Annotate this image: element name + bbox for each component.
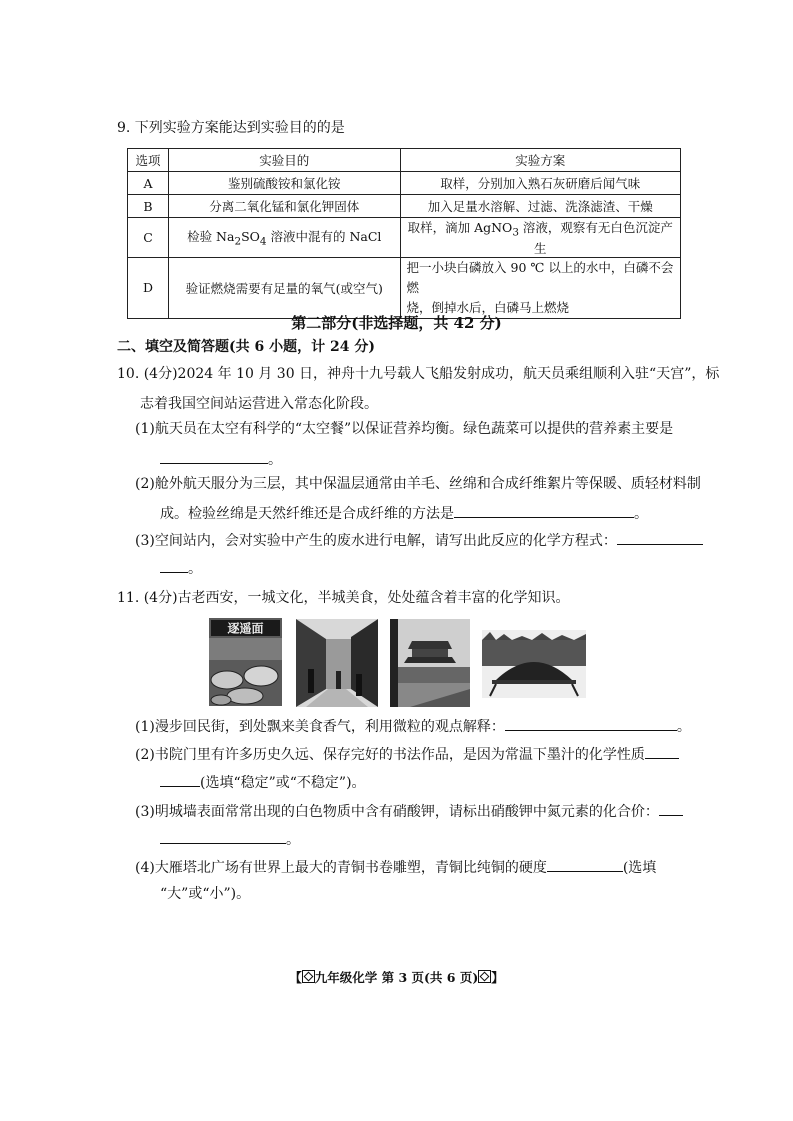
q10-part1-answer[interactable]: 。 bbox=[160, 449, 282, 470]
q11-part2-line1: (2)书院门里有许多历史久远、保存完好的书法作品，是因为常温下墨汁的化学性质 bbox=[135, 744, 679, 765]
plan-cell: 取样，分别加入熟石灰研磨后闻气味 bbox=[400, 172, 680, 195]
option-label: D bbox=[128, 257, 169, 318]
table-row bbox=[128, 218, 681, 258]
option-label: B bbox=[128, 195, 169, 218]
q10-part2-line1: (2)舱外航天服分为三层，其中保温层通常由羊毛、丝绵和合成纤维絮片等保暖、质轻材料制 bbox=[135, 476, 701, 492]
part2-title: 第二部分(非选择题，共 42 分) bbox=[291, 314, 502, 332]
answer-blank[interactable] bbox=[160, 772, 200, 787]
answer-blank[interactable] bbox=[160, 449, 268, 464]
q9-table bbox=[127, 148, 681, 319]
table-header-plan: 实验方案 bbox=[400, 149, 680, 172]
page-footer: 【 九年级化学 第 3 页(共 6 页) 】 bbox=[289, 970, 504, 985]
table-row bbox=[128, 257, 681, 318]
shop-sign: 逐遥面 bbox=[227, 621, 264, 636]
q10-part2-line2: 成。检验丝绵是天然纤维还是合成纤维的方法是 。 bbox=[160, 503, 648, 524]
q10-stem-line1: 10. (4分)2024 年 10 月 30 日，神舟十九号载人飞船发射成功，航天员乘组顺利入驻“天宫”，标 bbox=[117, 366, 720, 382]
answer-blank[interactable] bbox=[645, 744, 679, 759]
table-row bbox=[128, 172, 681, 195]
option-label: C bbox=[128, 218, 169, 258]
goal-cell: 检验 $Na_2SO_4$ 溶液中混有的 NaCl bbox=[168, 218, 400, 258]
q10-part3: (3)空间站内，会对实验中产生的废水进行电解，请写出此反应的化学方程式： bbox=[135, 530, 703, 551]
answer-blank[interactable] bbox=[505, 716, 677, 731]
noodle-shop-photo bbox=[209, 618, 282, 706]
q11-part3-line1: (3)明城墙表面常常出现的白色物质中含有硝酸钾，请标出硝酸钾中氮元素的化合价： bbox=[135, 801, 683, 822]
q10-part3-answer[interactable]: 。 bbox=[160, 558, 202, 579]
q11-part4-line2: “大”或“小”)。 bbox=[160, 886, 251, 902]
answer-blank[interactable] bbox=[617, 530, 703, 545]
plan-cell: 取样，滴加 AgNO$_3$ 溶液，观察有无白色沉淀产生 bbox=[400, 218, 680, 258]
q10-part1: (1)航天员在太空有科学的“太空餐”以保证营养均衡。绿色蔬菜可以提供的营养素主要是 bbox=[135, 421, 674, 437]
answer-blank[interactable] bbox=[659, 801, 683, 816]
q11-part4-line1: (4)大雁塔北广场有世界上最大的青铜书卷雕塑，青铜比纯铜的硬度 (选填 bbox=[135, 857, 656, 878]
q11-stem: 11. (4分)古老西安，一城文化，半城美食，处处蕴含着丰富的化学知识。 bbox=[117, 590, 570, 606]
q11-part3-line2: 。 bbox=[160, 829, 300, 850]
q11-part1: (1)漫步回民街，到处飘来美食香气，利用微粒的观点解释： 。 bbox=[135, 716, 691, 737]
plan-cell: 加入足量水溶解、过滤、洗涤滤渣、干燥 bbox=[400, 195, 680, 218]
city-wall-photo bbox=[390, 619, 470, 707]
answer-blank[interactable] bbox=[547, 857, 623, 872]
goal-cell: 鉴别硫酸铵和氯化铵 bbox=[168, 172, 400, 195]
table-row bbox=[128, 195, 681, 218]
plan-cell: 把一小块白磷放入 90 ℃ 以上的水中，白磷不会燃 烧，倒掉水后，白磷马上燃烧 bbox=[400, 257, 680, 318]
table-header-row bbox=[128, 149, 681, 172]
table-header-option: 选项 bbox=[128, 149, 169, 172]
option-label: A bbox=[128, 172, 169, 195]
section2-heading: 二、填空及简答题(共 6 小题，计 24 分) bbox=[117, 339, 375, 355]
square-logo-icon bbox=[302, 970, 315, 983]
goal-cell: 验证燃烧需要有足量的氧气(或空气) bbox=[168, 257, 400, 318]
q10-stem-line2: 志着我国空间站运营进入常态化阶段。 bbox=[140, 396, 378, 412]
answer-blank[interactable] bbox=[454, 503, 634, 518]
street-photo bbox=[296, 619, 378, 707]
answer-blank[interactable] bbox=[160, 558, 188, 573]
q9-stem: 9. 下列实验方案能达到实验目的的是 bbox=[117, 120, 345, 136]
q11-part2-line2: (选填“稳定”或“不稳定”)。 bbox=[160, 772, 366, 793]
goal-cell: 分离二氧化锰和氯化钾固体 bbox=[168, 195, 400, 218]
answer-blank[interactable] bbox=[160, 829, 286, 844]
bronze-sculpture-photo bbox=[482, 630, 586, 698]
table-header-goal: 实验目的 bbox=[168, 149, 400, 172]
square-logo-icon bbox=[478, 970, 491, 983]
